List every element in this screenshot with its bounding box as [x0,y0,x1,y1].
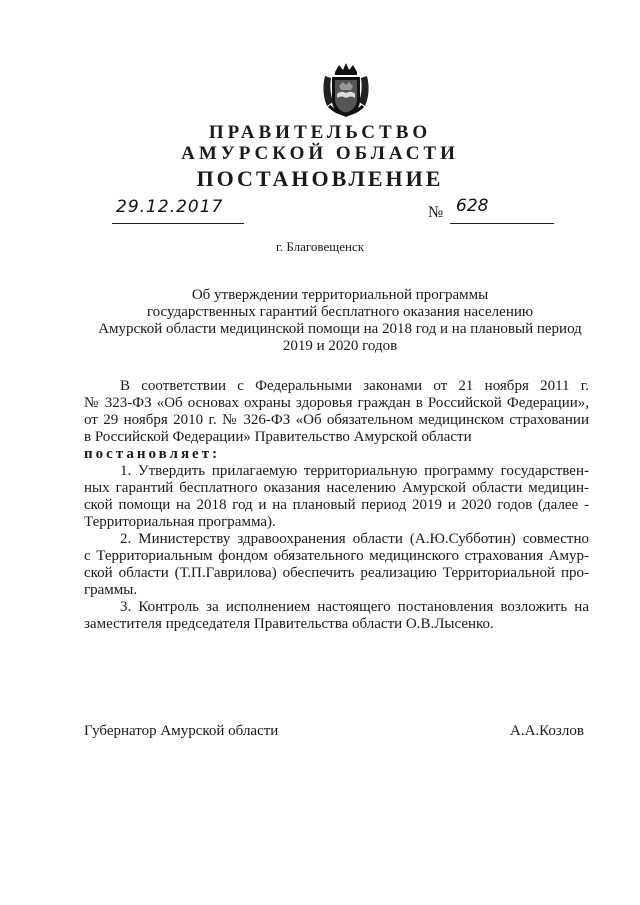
body-line: 1. Утвердить прилагаемую территориальную программу государствен- [120,463,589,479]
number-field [450,197,554,224]
subject-line: 2019 и 2020 годов [282,338,398,354]
body-line: ской области (Т.П.Гаврилова) обеспечить реализацию Территориальной про- [84,565,589,581]
handwritten-date: 29.12.2017 [116,197,224,217]
city-line: г. Благовещенск [275,239,365,254]
signatory-position: Губернатор Амурской области [84,723,279,739]
body-line: ных гарантий бесплатного оказания населению Амурской области медицин- [84,480,589,496]
date-field [112,197,244,224]
body-line: 2. Министерству здравоохранения области (А.Ю.Субботин) совместно [120,531,589,547]
government-name-line2: АМУРСКОЙ ОБЛАСТИ [181,143,459,164]
number-label: № [428,204,444,221]
subject-line: государственных гарантий бесплатного оказания населению [146,304,534,320]
subject-line: Амурской области медицинской помощи на 2018 год и на плановый период [98,321,582,337]
body-line: ской помощи на 2018 год и на плановый период 2019 и 2020 годов (далее - [84,497,589,513]
decree-word: постановляет: [84,446,221,462]
subject-line: Об утверждении территориальной программы [191,287,489,303]
document-body [84,378,589,633]
body-line: с Территориальным фондом обязательного медицинского страхования Амур- [84,548,589,564]
coat-of-arms-icon [321,62,371,120]
body-line: заместителя председателя Правительства области О.В.Лысенко. [84,616,494,632]
signatory-name: А.А.Козлов [510,723,584,739]
body-line: граммы. [84,582,138,598]
body-line: 3. Контроль за исполнением настоящего постановления возложить на [120,599,589,615]
body-line: от 29 ноября 2010 г. № 326-ФЗ «Об обязательном медицинском страховании [84,412,589,428]
government-name-line1: ПРАВИТЕЛЬСТВО [208,122,432,143]
handwritten-number: 628 [456,196,489,216]
body-line: № 323-ФЗ «Об основах охраны здоровья граждан в Российской Федерации», [84,395,589,411]
body-line: в Российской Федерации» Правительство Амурской области [84,429,472,445]
body-line: В соответствии с Федеральными законами от 21 ноября 2011 г. [120,378,589,394]
document-subject [80,287,600,355]
document-type-title: ПОСТАНОВЛЕНИЕ [196,166,444,191]
body-line: Территориальная программа). [84,514,276,530]
